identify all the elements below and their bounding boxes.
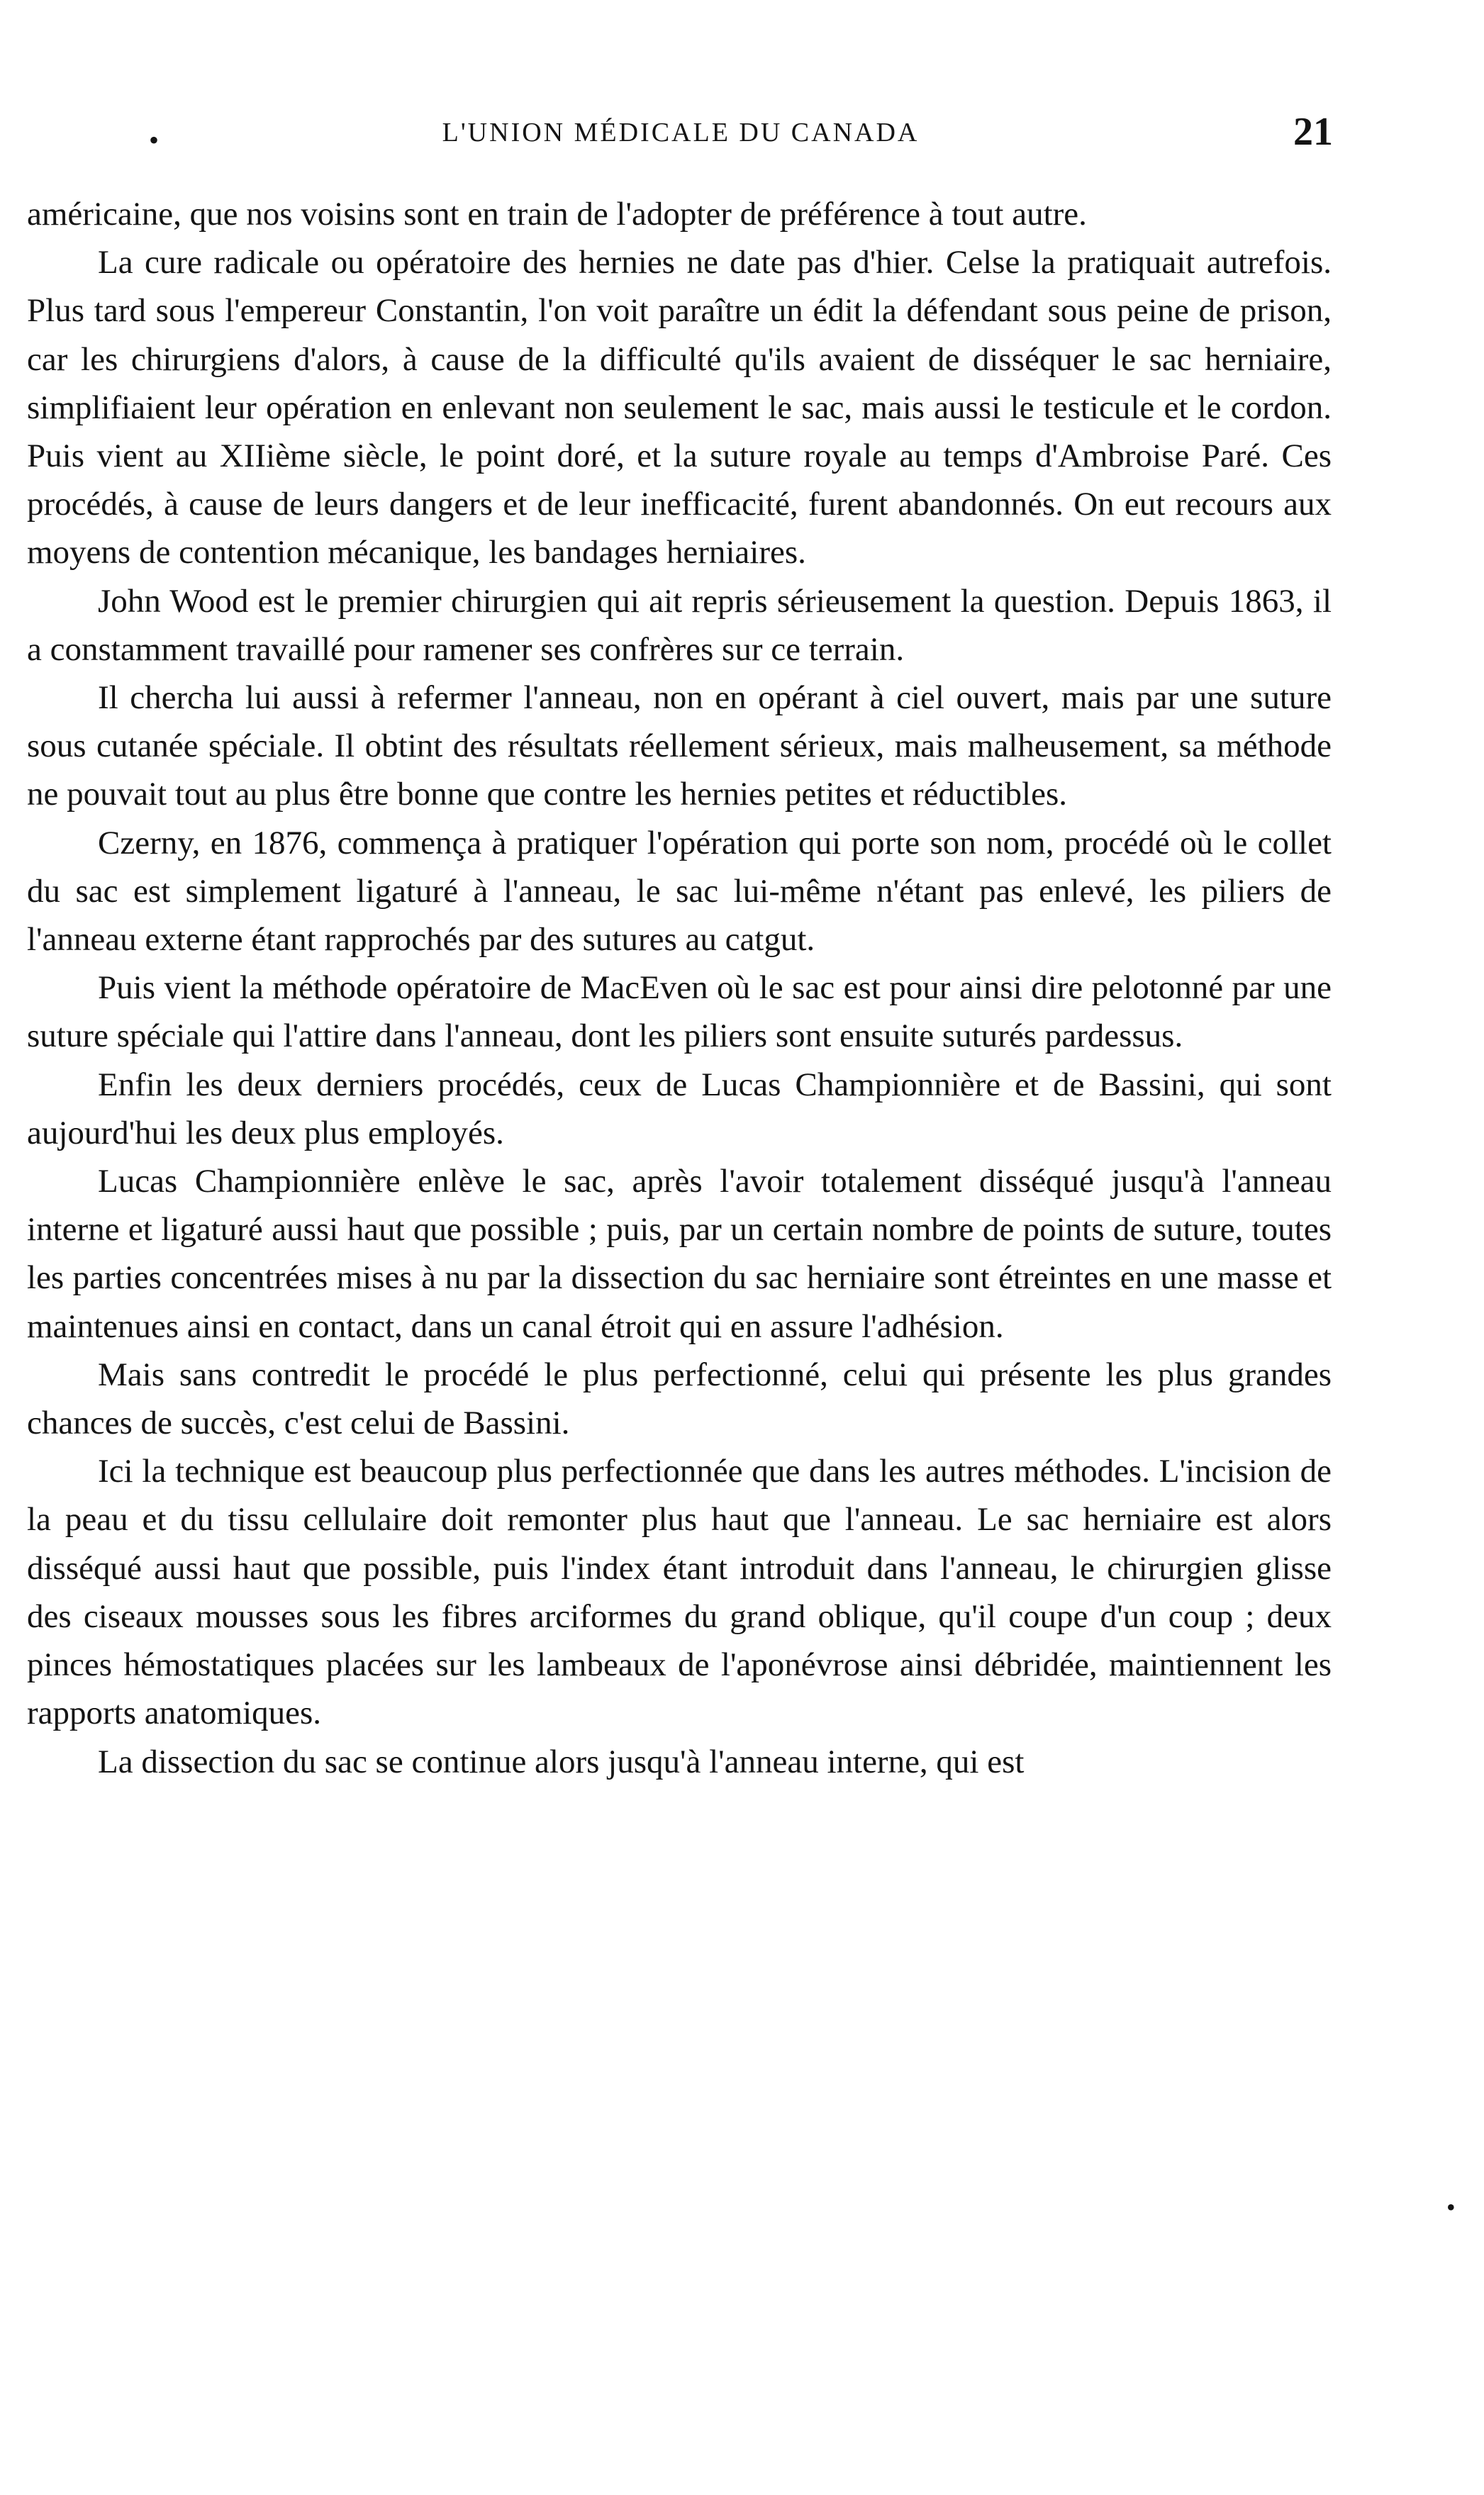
paragraph-bassini-technique: Ici la technique est beaucoup plus perfectionnée que dans les autres méthodes. L'incision de la peau et du tissu cellulaire doit remonter plus haut que l'anneau. Le sac herniaire est alors disséqué aussi haut que possible, puis l'index étant introduit dans l'anneau, le chirurgien glisse des ciseaux mousses sous les fibres arciformes du grand oblique, qu'il coupe d'un coup ; deux pinces hémostatiques placées sur les lambeaux de l'aponévrose ainsi débridée, maintiennent les rapports anatomiques.	[27, 1453, 1332, 1732]
page-header	[28, 106, 1333, 163]
paragraph-derniers-procedes: Enfin les deux derniers procédés, ceux de Lucas Championnière et de Bassini, qui sont aujourd'hui les deux plus employés.	[27, 1066, 1332, 1151]
paragraph-bassini-intro: Mais sans contredit le procédé le plus perfectionné, celui qui présente les plus grandes chances de succès, c'est celui de Bassini.	[27, 1356, 1332, 1442]
paragraph-dissection: La dissection du sac se continue alors jusqu'à l'anneau interne, qui est	[98, 1743, 1025, 1780]
paragraph-lucas-championniere: Lucas Championnière enlève le sac, après l'avoir totalement disséqué jusqu'à l'anneau interne et ligaturé aussi haut que possible ; puis, par un certain nombre de points de suture, toutes les parties concentrées mises à nu par la dissection du sac herniaire sont étreintes en une masse et maintenues ainsi en contact, dans un canal étroit qui en assure l'adhésion.	[27, 1163, 1332, 1345]
paragraph-suture-sous-cutanee: Il chercha lui aussi à refermer l'anneau, non en opérant à ciel ouvert, mais par une suture sous cutanée spéciale. Il obtint des résultats réellement sérieux, mais malheusement, sa méthode ne pouvait tout au plus être bonne que contre les hernies petites et réductibles.	[27, 679, 1332, 813]
paragraph-john-wood: John Wood est le premier chirurgien qui ait repris sérieusement la question. Depuis 1863, il a constamment travaillé pour ramener ses confrères sur ce terrain.	[27, 582, 1332, 668]
paragraph-history: La cure radicale ou opératoire des hernies ne date pas d'hier. Celse la pratiquait autrefois. Plus tard sous l'empereur Constantin, l'on voit paraître un édit la défendant sous peine de prison, car les chirurgiens d'alors, à cause de la difficulté qu'ils avaient de disséquer le sac herniaire, simplifiaient leur opération en enlevant non seulement le sac, mais aussi le testicule et le cordon. Puis vient au XIIième siècle, le point doré, et la suture royale au temps d'Ambroise Paré. Ces procédés, à cause de leurs dangers et de leur inefficacité, furent abandonnés. On eut recours aux moyens de contention mécanique, les bandages herniaires.	[27, 244, 1332, 571]
header-bullet: •	[149, 124, 160, 156]
paragraph-continuation: américaine, que nos voisins sont en train de l'adopter de préférence à tout autre.	[27, 196, 1087, 233]
body-text	[27, 190, 1332, 1786]
margin-mark: •	[1446, 2193, 1456, 2221]
paragraph-czerny: Czerny, en 1876, commença à pratiquer l'opération qui porte son nom, procédé où le collet du sac est simplement ligaturé à l'anneau, le sac lui-même n'étant pas enlevé, les piliers de l'anneau externe étant rapprochés par des sutures au catgut.	[27, 824, 1332, 959]
paragraph-macewen: Puis vient la méthode opératoire de MacEven où le sac est pour ainsi dire pelotonné par une suture spéciale qui l'attire dans l'anneau, dont les piliers sont ensuite suturés pardessus.	[27, 969, 1332, 1055]
running-title: L'UNION MÉDICALE DU CANADA	[442, 118, 920, 147]
page-number: 21	[1293, 110, 1333, 154]
